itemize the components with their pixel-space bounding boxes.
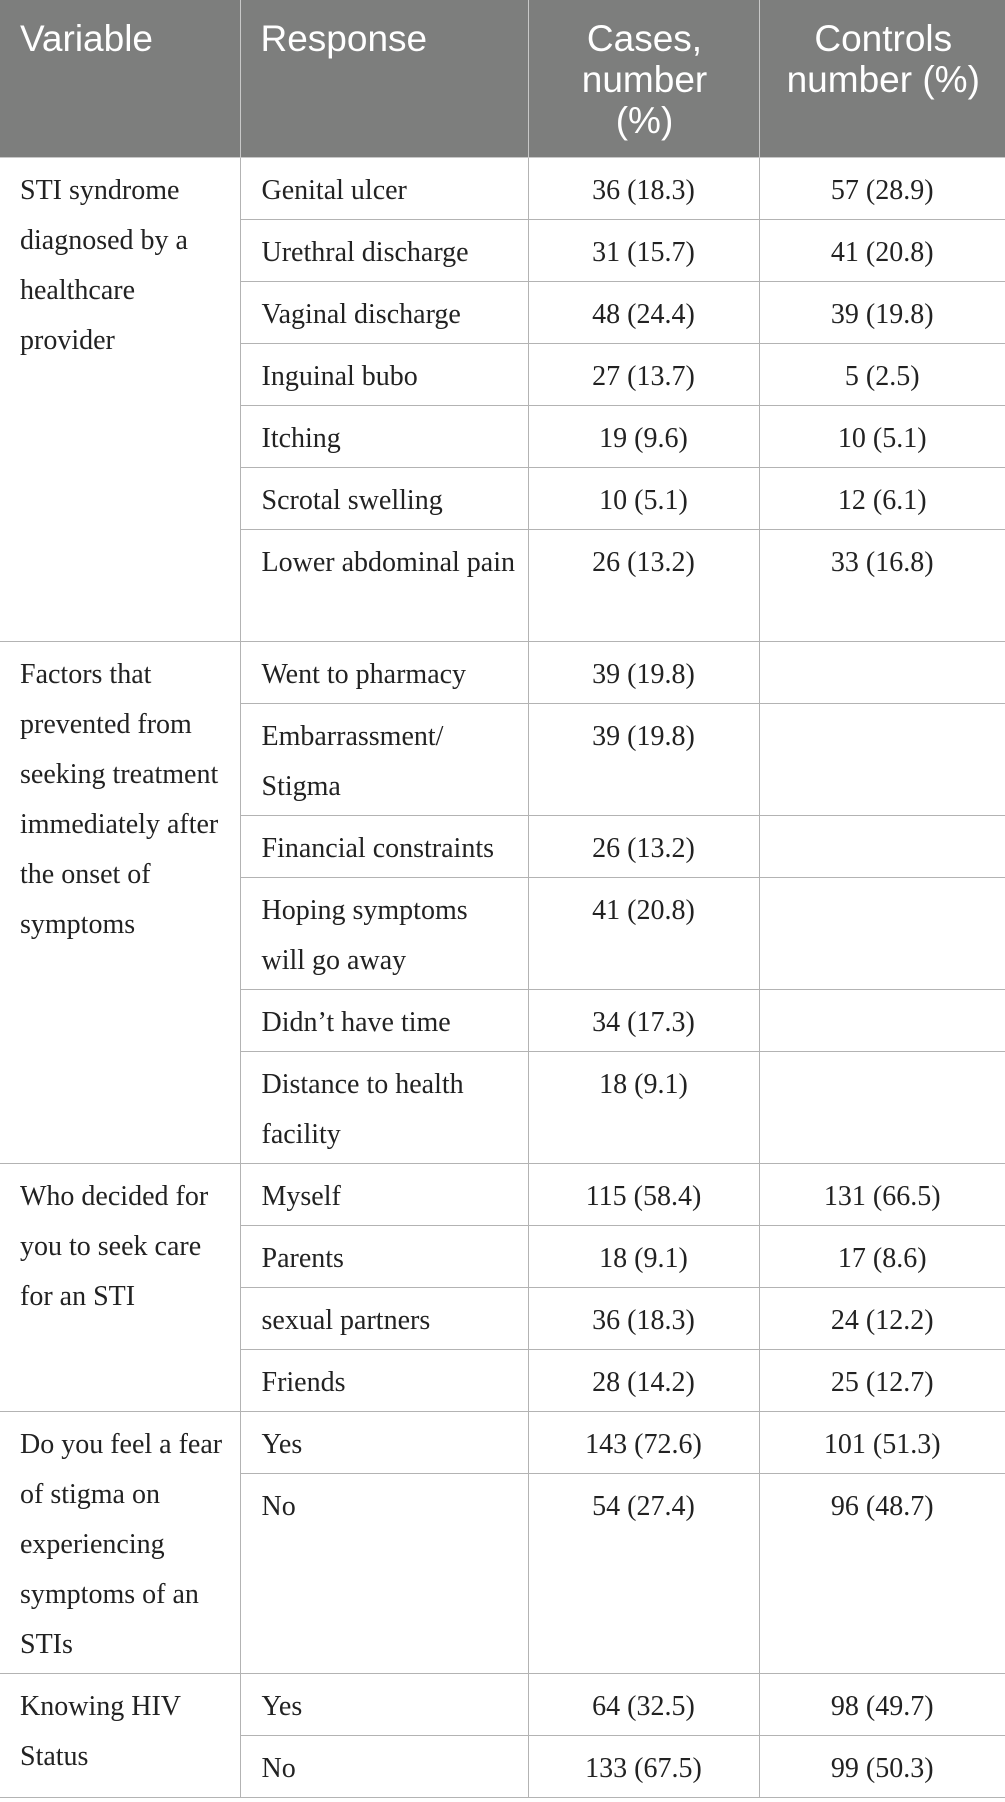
controls-cell: 96 (48.7) — [759, 1473, 1005, 1673]
response-cell: sexual partners — [240, 1287, 528, 1349]
controls-cell: 101 (51.3) — [759, 1411, 1005, 1473]
controls-cell: 5 (2.5) — [759, 343, 1005, 405]
controls-cell: 33 (16.8) — [759, 529, 1005, 641]
response-cell: Hoping symptoms will go away — [240, 877, 528, 989]
cases-cell: 41 (20.8) — [528, 877, 759, 989]
table-body — [0, 157, 1005, 1797]
cases-cell: 36 (18.3) — [528, 157, 759, 219]
cases-cell: 39 (19.8) — [528, 703, 759, 815]
controls-cell: 99 (50.3) — [759, 1735, 1005, 1797]
response-cell: Inguinal bubo — [240, 343, 528, 405]
cases-cell: 115 (58.4) — [528, 1163, 759, 1225]
cases-cell: 19 (9.6) — [528, 405, 759, 467]
table-row — [0, 157, 1005, 219]
response-cell: Friends — [240, 1349, 528, 1411]
response-cell: Myself — [240, 1163, 528, 1225]
response-cell: Vaginal discharge — [240, 281, 528, 343]
cases-cell: 26 (13.2) — [528, 529, 759, 641]
header-variable: Variable — [0, 0, 240, 157]
controls-cell: 39 (19.8) — [759, 281, 1005, 343]
table-row — [0, 1673, 1005, 1735]
response-cell: Urethral discharge — [240, 219, 528, 281]
controls-cell — [759, 703, 1005, 815]
variable-cell: Knowing HIV Status — [0, 1673, 240, 1797]
cases-cell: 133 (67.5) — [528, 1735, 759, 1797]
cases-cell: 34 (17.3) — [528, 989, 759, 1051]
controls-cell: 25 (12.7) — [759, 1349, 1005, 1411]
response-cell: No — [240, 1735, 528, 1797]
header-row — [0, 0, 1005, 157]
header-controls: Controls number (%) — [759, 0, 1005, 157]
controls-cell — [759, 989, 1005, 1051]
cases-cell: 143 (72.6) — [528, 1411, 759, 1473]
controls-cell — [759, 641, 1005, 703]
response-cell: Lower abdominal pain — [240, 529, 528, 641]
cases-cell: 18 (9.1) — [528, 1225, 759, 1287]
variable-cell: Factors that prevented from seeking treatment immediately after the onset of symptoms — [0, 641, 240, 1163]
table-row — [0, 641, 1005, 703]
response-cell: Scrotal swelling — [240, 467, 528, 529]
cases-cell: 28 (14.2) — [528, 1349, 759, 1411]
cases-cell: 48 (24.4) — [528, 281, 759, 343]
cases-cell: 39 (19.8) — [528, 641, 759, 703]
table-row — [0, 1411, 1005, 1473]
response-cell: Yes — [240, 1411, 528, 1473]
cases-cell: 27 (13.7) — [528, 343, 759, 405]
controls-cell: 10 (5.1) — [759, 405, 1005, 467]
header-cases: Cases, number (%) — [528, 0, 759, 157]
response-cell: Went to pharmacy — [240, 641, 528, 703]
table-row — [0, 1163, 1005, 1225]
response-cell: Yes — [240, 1673, 528, 1735]
response-cell: Itching — [240, 405, 528, 467]
response-cell: Embarrassment/ Stigma — [240, 703, 528, 815]
variable-cell: Do you feel a fear of stigma on experiencing symptoms of an STIs — [0, 1411, 240, 1673]
controls-cell: 98 (49.7) — [759, 1673, 1005, 1735]
response-cell: Genital ulcer — [240, 157, 528, 219]
controls-cell — [759, 815, 1005, 877]
controls-cell: 57 (28.9) — [759, 157, 1005, 219]
cases-cell: 36 (18.3) — [528, 1287, 759, 1349]
controls-cell: 24 (12.2) — [759, 1287, 1005, 1349]
controls-cell: 12 (6.1) — [759, 467, 1005, 529]
response-cell: No — [240, 1473, 528, 1673]
controls-cell: 17 (8.6) — [759, 1225, 1005, 1287]
cases-cell: 31 (15.7) — [528, 219, 759, 281]
cases-cell: 26 (13.2) — [528, 815, 759, 877]
controls-cell — [759, 877, 1005, 989]
cases-cell: 18 (9.1) — [528, 1051, 759, 1163]
header-response: Response — [240, 0, 528, 157]
controls-cell: 131 (66.5) — [759, 1163, 1005, 1225]
response-cell: Didn’t have time — [240, 989, 528, 1051]
cases-cell: 64 (32.5) — [528, 1673, 759, 1735]
response-cell: Financial constraints — [240, 815, 528, 877]
controls-cell — [759, 1051, 1005, 1163]
response-cell: Parents — [240, 1225, 528, 1287]
variable-cell: STI syndrome diagnosed by a healthcare provider — [0, 157, 240, 641]
response-cell: Distance to health facility — [240, 1051, 528, 1163]
cases-cell: 10 (5.1) — [528, 467, 759, 529]
controls-cell: 41 (20.8) — [759, 219, 1005, 281]
variable-cell: Who decided for you to seek care for an STI — [0, 1163, 240, 1411]
cases-cell: 54 (27.4) — [528, 1473, 759, 1673]
